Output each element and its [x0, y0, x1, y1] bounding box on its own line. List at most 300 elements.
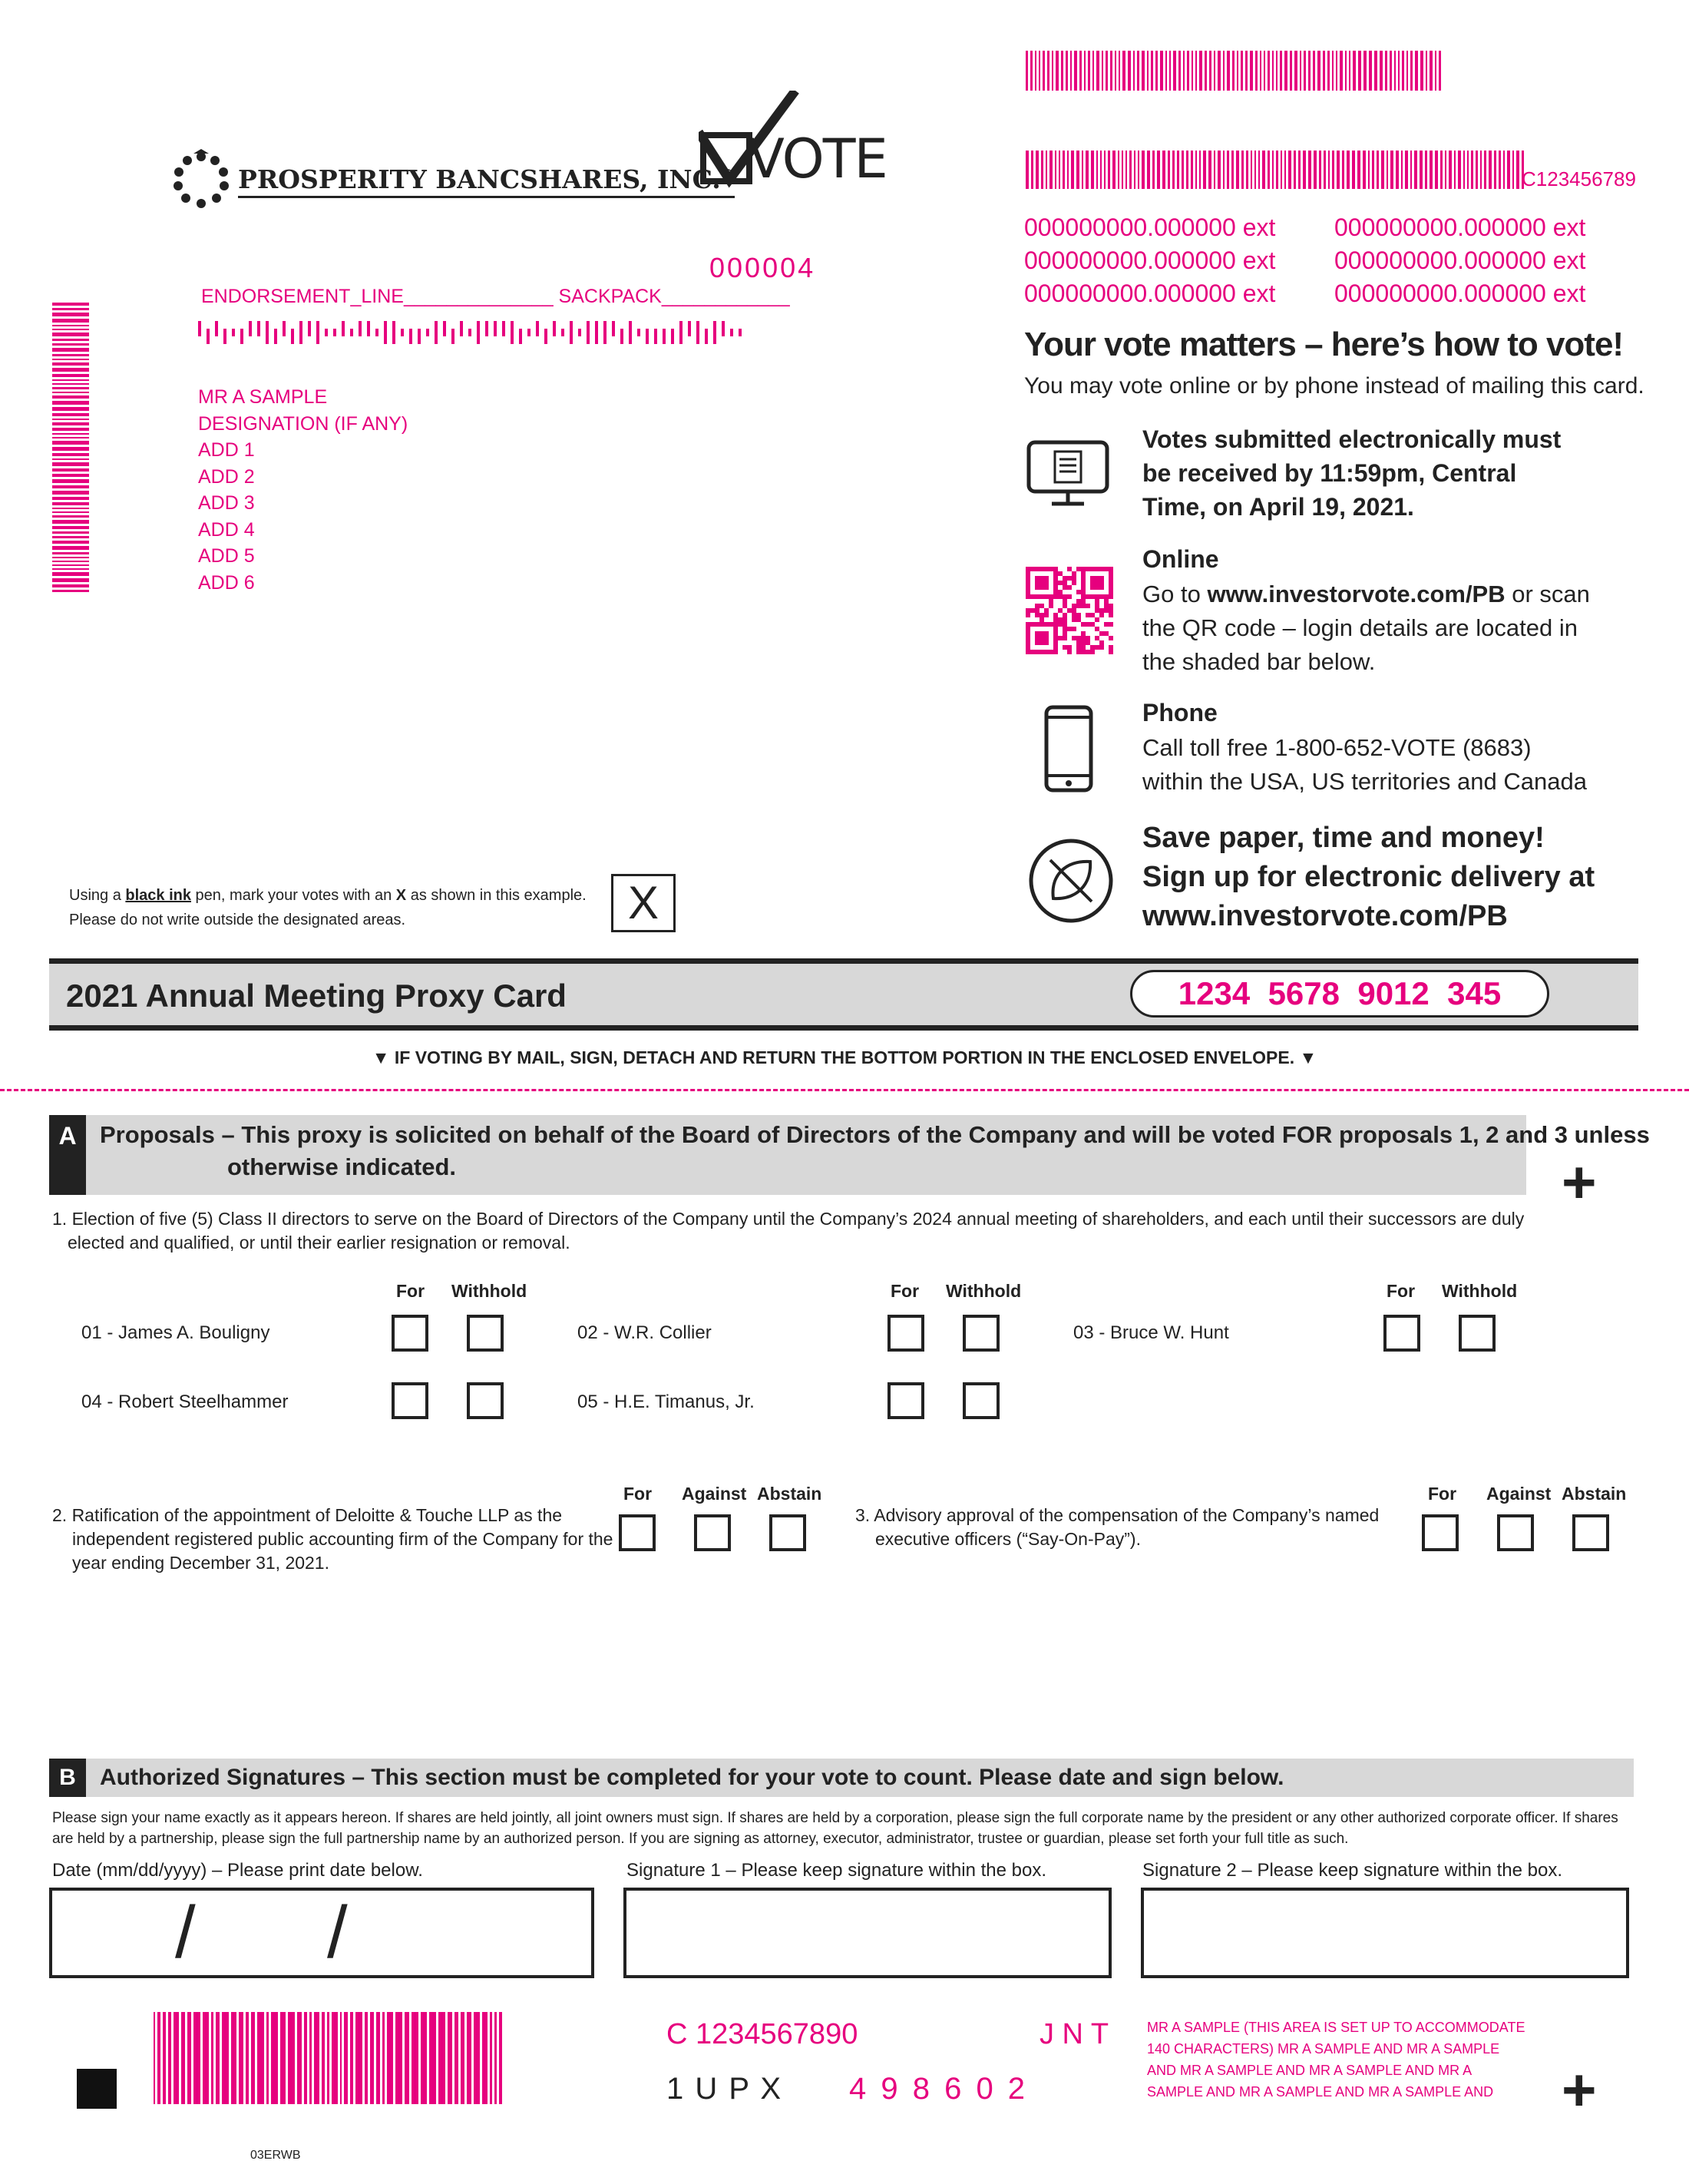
barcode-bar	[1122, 151, 1123, 189]
barcode-bar	[1199, 51, 1202, 91]
barcode-bar	[1284, 151, 1286, 189]
section-a-title-line2: otherwise indicated.	[227, 1153, 457, 1180]
barcode-bar	[1387, 151, 1388, 189]
barcode-bar	[1192, 51, 1193, 91]
marking-line-1	[69, 883, 587, 908]
qr-module	[1044, 608, 1049, 613]
barcode-bar	[527, 329, 530, 336]
barcode-bar	[291, 329, 294, 344]
signature-1-box[interactable]	[623, 1888, 1112, 1978]
barcode-bar	[1108, 151, 1110, 189]
barcode-bar	[1157, 151, 1160, 189]
barcode-bar	[1169, 51, 1171, 91]
vertical-barcode	[52, 303, 89, 594]
barcode-bar	[1214, 151, 1215, 189]
qr-module	[1109, 645, 1113, 650]
postal-barcode-top	[1026, 51, 1443, 91]
barcode-bar	[52, 578, 89, 582]
barcode-bar	[1489, 151, 1492, 189]
barcode-bar	[1227, 151, 1229, 189]
qr-module	[1072, 636, 1076, 640]
barcode-bar	[52, 520, 89, 524]
barcode-bar	[52, 447, 89, 451]
barcode-bar	[1358, 51, 1361, 91]
barcode-bar	[679, 321, 683, 344]
barcode-bar	[1410, 51, 1413, 91]
barcode-bar	[52, 428, 89, 431]
barcode-bar	[52, 561, 89, 562]
barcode-bar	[629, 321, 632, 344]
barcode-bar	[1187, 51, 1189, 91]
barcode-bar	[1374, 51, 1377, 91]
qr-module	[1067, 594, 1072, 599]
barcode-bar	[280, 2012, 286, 2104]
qr-module	[1090, 622, 1095, 627]
barcode-bar	[1340, 51, 1343, 91]
proposal-2-for-checkbox[interactable]	[619, 1514, 656, 1551]
barcode-bar	[1280, 51, 1282, 91]
online-url-link[interactable]: www.investorvote.com/PB	[1207, 581, 1506, 607]
barcode-bar	[1262, 151, 1265, 189]
proposal-2-abstain-checkbox[interactable]	[769, 1514, 806, 1551]
marking-line-2: Please do not write outside the designated areas.	[69, 912, 406, 928]
qr-module	[1063, 594, 1067, 599]
footer-code: C 1234567890	[666, 2018, 858, 2050]
section-b-title: Authorized Signatures – This section must be completed for your vote to count. Please date and sign below.	[100, 1765, 1284, 1790]
barcode-bar	[266, 2012, 269, 2104]
withhold-label: Withhold	[451, 1281, 527, 1301]
qr-module	[1063, 576, 1067, 581]
barcode-bar	[1195, 51, 1197, 91]
barcode-bar	[274, 329, 277, 344]
section-a-letter: A	[49, 1115, 86, 1195]
barcode-bar	[52, 584, 89, 587]
barcode-bar	[1298, 151, 1301, 189]
edelivery-url-link[interactable]: www.investorvote.com/PB	[1142, 900, 1508, 932]
barcode-bar	[1426, 51, 1427, 91]
barcode-bar	[1390, 51, 1392, 91]
qr-module	[1081, 636, 1086, 640]
qr-module	[1086, 604, 1090, 608]
section-a-bar	[86, 1115, 1650, 1195]
barcode-bar	[1250, 51, 1253, 91]
barcode-bar	[544, 329, 547, 344]
barcode-bar	[1236, 151, 1239, 189]
sig1-label: Signature 1 – Please keep signature within the box.	[626, 1860, 1047, 1881]
nominee-01-withhold-checkbox[interactable]	[467, 1315, 504, 1352]
footer-sample-text: MR A SAMPLE (THIS AREA IS SET UP TO ACCOMMODATE 140 CHARACTERS) MR A SAMPLE AND MR A SAMPLE AND MR A SAMPLE AND MR A SAMPLE AND MR A SAMPLE AND MR A SAMPLE AND MR A SAMPLE AND	[1147, 2020, 1525, 2100]
for-label: For	[396, 1281, 425, 1301]
qr-module	[1053, 613, 1058, 617]
barcode-bar	[52, 343, 89, 346]
barcode-bar	[1458, 151, 1461, 189]
barcode-bar	[1476, 151, 1478, 189]
nominee-02-for-checkbox[interactable]	[887, 1315, 924, 1352]
nominee-name: 01 - James A. Bouligny	[81, 1322, 270, 1343]
barcode-bar	[52, 462, 89, 466]
barcode-bar	[1480, 151, 1482, 189]
barcode-bar	[1246, 151, 1248, 189]
barcode-bar	[426, 329, 429, 336]
barcode-bar	[409, 329, 412, 344]
barcode-bar	[1327, 51, 1330, 91]
company-logo	[170, 149, 232, 210]
signature-instructions: Please sign your name exactly as it appears hereon. If shares are held jointly, all joint owners must sign. If shares are held by a corporation, please sign the full corporate name by the president or any other authorized corporate officer. If shares are held by a partnership, please sign the full partnership name by an authorized person. If you are signing as attorney, executor, administrator, trustee or guardian, please set forth your full title as such.	[52, 1810, 1618, 1847]
qr-module	[1072, 613, 1076, 617]
qr-module	[1104, 599, 1109, 604]
qr-module	[1076, 590, 1081, 594]
barcode-bar	[1067, 151, 1069, 189]
qr-module	[1076, 650, 1081, 654]
barcode-bar	[1435, 151, 1438, 189]
barcode-bar	[52, 437, 89, 438]
barcode-bar	[1110, 51, 1112, 91]
barcode-bar	[1268, 151, 1270, 189]
barcode-bar	[1394, 51, 1396, 91]
barcode-bar	[1237, 51, 1238, 91]
barcode-bar	[587, 321, 590, 344]
barcode-bar	[1415, 51, 1418, 91]
barcode-bar	[1332, 51, 1334, 91]
barcode-bar	[1182, 151, 1184, 189]
qr-module	[1099, 631, 1104, 636]
barcode-bar	[1049, 151, 1053, 189]
company-name	[238, 164, 735, 198]
qr-module	[1086, 622, 1090, 627]
barcode-bar	[1303, 151, 1306, 189]
barcode-bar	[181, 2012, 185, 2104]
barcode-bar	[490, 2012, 492, 2104]
barcode-bar	[1449, 151, 1452, 189]
barcode-bar	[266, 321, 269, 344]
qr-module	[1035, 631, 1049, 645]
qr-module	[1099, 645, 1104, 650]
barcode-bar	[1398, 51, 1400, 91]
qr-module	[1067, 576, 1072, 581]
edelivery-line: Save paper, time and money!	[1142, 822, 1545, 854]
nominee-03-for-checkbox[interactable]	[1383, 1315, 1420, 1352]
qr-module	[1049, 599, 1053, 604]
barcode-bar	[395, 2012, 402, 2104]
address-line: DESIGNATION (IF ANY)	[198, 412, 408, 435]
barcode-bar	[1345, 51, 1347, 91]
qr-module	[1035, 576, 1049, 590]
barcode-bar	[1137, 51, 1139, 91]
nominee-02-withhold-checkbox[interactable]	[963, 1315, 1000, 1352]
barcode-bar	[283, 321, 286, 336]
barcode-bar	[502, 321, 505, 336]
barcode-bar	[1102, 51, 1103, 91]
qr-module	[1035, 608, 1040, 613]
barcode-bar	[519, 329, 522, 344]
for-label: For	[623, 1484, 653, 1504]
qr-module	[1081, 622, 1086, 627]
barcode-bar	[1328, 151, 1330, 189]
barcode-bar	[222, 2012, 229, 2104]
barcode-bar	[696, 321, 699, 344]
barcode-bar	[1353, 51, 1356, 91]
barcode-bar	[52, 552, 89, 554]
barcode-bar	[52, 303, 89, 306]
address-block	[198, 384, 408, 596]
barcode-bar	[1142, 151, 1145, 189]
proposal-3-for-checkbox[interactable]	[1422, 1514, 1459, 1551]
barcode-bar	[454, 2012, 458, 2104]
barcode-bar	[376, 2012, 380, 2104]
barcode-bar	[443, 321, 446, 336]
barcode-bar	[1406, 51, 1408, 91]
barcode-bar	[52, 497, 89, 500]
barcode-bar	[231, 2012, 236, 2104]
for-label: For	[1428, 1484, 1457, 1504]
nominee-05-withhold-checkbox[interactable]	[963, 1382, 1000, 1419]
barcode-bar	[1195, 151, 1197, 189]
barcode-bar	[382, 2012, 385, 2104]
barcode-bar	[461, 2012, 464, 2104]
barcode-bar	[350, 329, 353, 336]
signature-2-box[interactable]	[1141, 1888, 1629, 1978]
barcode-bar	[1208, 151, 1211, 189]
barcode-bar	[1284, 51, 1287, 91]
barcode-bar	[536, 321, 539, 336]
qr-module	[1030, 608, 1035, 613]
barcode-bar	[174, 2012, 179, 2104]
barcode-bar	[646, 329, 649, 344]
barcode-bar	[52, 401, 89, 405]
barcode-bar	[207, 329, 210, 344]
qr-module	[1067, 608, 1072, 613]
qr-module	[1081, 640, 1086, 645]
barcode-bar	[418, 329, 421, 344]
against-label: Against	[1486, 1484, 1552, 1504]
qr-module	[1099, 608, 1104, 613]
barcode-bar	[384, 321, 387, 344]
barcode-bar	[1332, 151, 1334, 189]
vote-logo	[699, 91, 887, 190]
barcode-bar	[1264, 51, 1265, 91]
barcode-bar	[1254, 151, 1256, 189]
detach-note: ▼ IF VOTING BY MAIL, SIGN, DETACH AND RETURN THE BOTTOM PORTION IN THE ENCLOSED ENVELOPE. ▼	[372, 1047, 1317, 1067]
barcode-bar	[1209, 51, 1211, 91]
barcode-bar	[1059, 151, 1060, 189]
barcode-bar	[1402, 51, 1404, 91]
barcode-bar	[370, 2012, 374, 2104]
barcode-bar	[1055, 151, 1056, 189]
qr-module	[1063, 613, 1067, 617]
qr-module	[1076, 636, 1081, 640]
barcode-bar	[1199, 151, 1201, 189]
proposal-3-abstain-checkbox[interactable]	[1572, 1514, 1609, 1551]
nominee-03-withhold-checkbox[interactable]	[1459, 1315, 1496, 1352]
barcode-bar	[1336, 51, 1337, 91]
qr-module	[1076, 640, 1081, 645]
marking-text: Using a	[69, 887, 121, 904]
barcode-bar	[1152, 151, 1155, 189]
address-line: MR A SAMPLE	[198, 386, 328, 408]
barcode-bar	[355, 2012, 362, 2104]
barcode-bar	[467, 2012, 471, 2104]
barcode-bar	[1377, 151, 1379, 189]
barcode-bar	[1342, 151, 1344, 189]
barcode-bar	[1272, 151, 1274, 189]
qr-module	[1081, 599, 1086, 604]
barcode-bar	[482, 2012, 488, 2104]
barcode-bar	[671, 329, 674, 344]
online-text-part: Go to	[1142, 581, 1201, 607]
barcode-bar	[1070, 51, 1072, 91]
barcode-bar	[1245, 51, 1248, 91]
qr-module	[1063, 604, 1067, 608]
qr-module	[1095, 604, 1099, 608]
qr-module	[1109, 650, 1113, 654]
withhold-label: Withhold	[1442, 1281, 1518, 1301]
barcode-bar	[344, 2012, 348, 2104]
proxy-bar	[49, 958, 1638, 1031]
barcode-bar	[1142, 51, 1145, 91]
barcode-bar	[1435, 51, 1436, 91]
barcode-bar	[1203, 151, 1206, 189]
barcode-bar	[460, 321, 463, 336]
barcode-bar	[1129, 151, 1132, 189]
barcode-bar	[52, 468, 89, 472]
barcode-bar	[52, 362, 89, 366]
barcode-bar	[1467, 151, 1469, 189]
barcode-bar	[1430, 151, 1433, 189]
barcode-bar	[1133, 51, 1135, 91]
barcode-bar	[713, 321, 716, 344]
barcode-bar	[198, 321, 201, 336]
barcode-bar	[327, 2012, 329, 2104]
ext-line-3: 000000000.000000 ext	[1024, 247, 1276, 274]
barcode-bar	[511, 321, 514, 344]
barcode-bar	[1368, 151, 1370, 189]
barcode-bar	[561, 329, 564, 336]
footer-plus-mark: +	[1562, 2056, 1597, 2123]
registered-mark: ®	[720, 167, 735, 183]
qr-module	[1109, 608, 1113, 613]
barcode-bar	[1030, 51, 1033, 91]
barcode-bar	[203, 2012, 209, 2104]
barcode-bar	[1147, 151, 1150, 189]
barcode-bar	[1162, 151, 1165, 189]
qr-module	[1035, 613, 1040, 617]
online-text-part: or scan the QR code – login details are located in the shaded bar below.	[1142, 581, 1590, 675]
nominee-05-for-checkbox[interactable]	[887, 1382, 924, 1419]
barcode-bar	[1096, 51, 1099, 91]
barcode-bar	[1255, 51, 1258, 91]
qr-module	[1040, 604, 1044, 608]
qr-module	[1086, 640, 1090, 645]
proposal-2-text: 2. Ratification of the appointment of Deloitte & Touche LLP as the independent registered public accounting firm of the Company for the year ending December 31, 2021.	[52, 1505, 613, 1573]
proposal-3-against-checkbox[interactable]	[1497, 1514, 1534, 1551]
barcode-bar	[1223, 151, 1225, 189]
footer-upx: 1 U P X	[666, 2072, 783, 2106]
ext-line-4: 000000000.000000 ext	[1334, 247, 1586, 274]
barcode-bar	[1272, 51, 1274, 91]
barcode-bar	[1084, 51, 1086, 91]
nominee-01-for-checkbox[interactable]	[392, 1315, 428, 1352]
barcode-bar	[304, 2012, 307, 2104]
barcode-bar	[342, 321, 345, 336]
sequence-number: 000004	[709, 252, 816, 283]
barcode-bar	[705, 329, 708, 344]
qr-module	[1076, 613, 1081, 617]
barcode-bar	[52, 333, 89, 336]
barcode-bar	[52, 502, 89, 505]
barcode-bar	[1258, 151, 1260, 189]
nominee-04-for-checkbox[interactable]	[392, 1382, 428, 1419]
barcode-bar	[1177, 151, 1179, 189]
date-input-box[interactable]	[49, 1888, 594, 1978]
barcode-bar	[1308, 151, 1311, 189]
barcode-bar	[1115, 51, 1116, 91]
barcode-bar	[1304, 51, 1306, 91]
qr-module	[1063, 622, 1067, 627]
barcode-bar	[421, 2012, 427, 2104]
barcode-bar	[1026, 151, 1029, 189]
barcode-bar	[52, 541, 89, 544]
address-line: ADD 3	[198, 492, 255, 514]
withhold-label: Withhold	[946, 1281, 1022, 1301]
deadline-text: Votes submitted electronically must be received by 11:59pm, Central Time, on April 19, 2021.	[1142, 425, 1562, 521]
proposal-2-against-checkbox[interactable]	[694, 1514, 731, 1551]
qr-module	[1058, 622, 1063, 627]
barcode-bar	[1168, 151, 1170, 189]
barcode-bar	[1425, 151, 1427, 189]
barcode-bar	[1337, 151, 1340, 189]
barcode-bar	[1347, 151, 1350, 189]
barcode-bar	[477, 321, 480, 344]
barcode-bar	[1484, 151, 1486, 189]
phone-text: Call toll free 1-800-652-VOTE (8683) within the USA, US territories and Canada	[1142, 734, 1587, 795]
qr-module	[1067, 650, 1072, 654]
barcode-bar	[1118, 151, 1119, 189]
instructions-headline: Your vote matters – here’s how to vote!	[1024, 326, 1624, 363]
proxy-card-title: 2021 Annual Meeting Proxy Card	[66, 978, 567, 1014]
nominee-04-withhold-checkbox[interactable]	[467, 1382, 504, 1419]
barcode-bar	[1396, 151, 1399, 189]
barcode-bar	[1410, 151, 1412, 189]
barcode-bar	[249, 321, 252, 336]
barcode-bar	[52, 359, 89, 360]
qr-module	[1044, 613, 1049, 617]
barcode-bar	[1494, 151, 1496, 189]
barcode-bar	[1440, 151, 1443, 189]
barcode-bar	[52, 479, 89, 483]
date-label: Date (mm/dd/yyyy) – Please print date below.	[52, 1860, 423, 1881]
barcode-bar	[1363, 151, 1366, 189]
barcode-bar	[485, 321, 488, 336]
qr-module	[1058, 590, 1063, 594]
qr-module	[1081, 631, 1086, 636]
barcode-bar	[392, 321, 395, 344]
barcode-bar	[1119, 51, 1120, 91]
nominee-name: 04 - Robert Steelhammer	[81, 1391, 289, 1412]
qr-module	[1072, 576, 1076, 581]
company-name-text: PROSPERITY BANCSHARES, INC.	[238, 164, 721, 194]
qr-module	[1109, 604, 1113, 608]
barcode-bar	[1218, 51, 1221, 91]
barcode-bar	[1041, 151, 1043, 189]
barcode-bar	[1100, 151, 1102, 189]
qr-module	[1058, 581, 1063, 585]
barcode-bar	[52, 546, 89, 550]
qr-module	[1095, 599, 1099, 604]
ext-line-5: 000000000.000000 ext	[1024, 280, 1276, 307]
barcode-bar	[1439, 51, 1441, 91]
qr-module	[1076, 599, 1081, 604]
barcode-bar	[1205, 51, 1207, 91]
